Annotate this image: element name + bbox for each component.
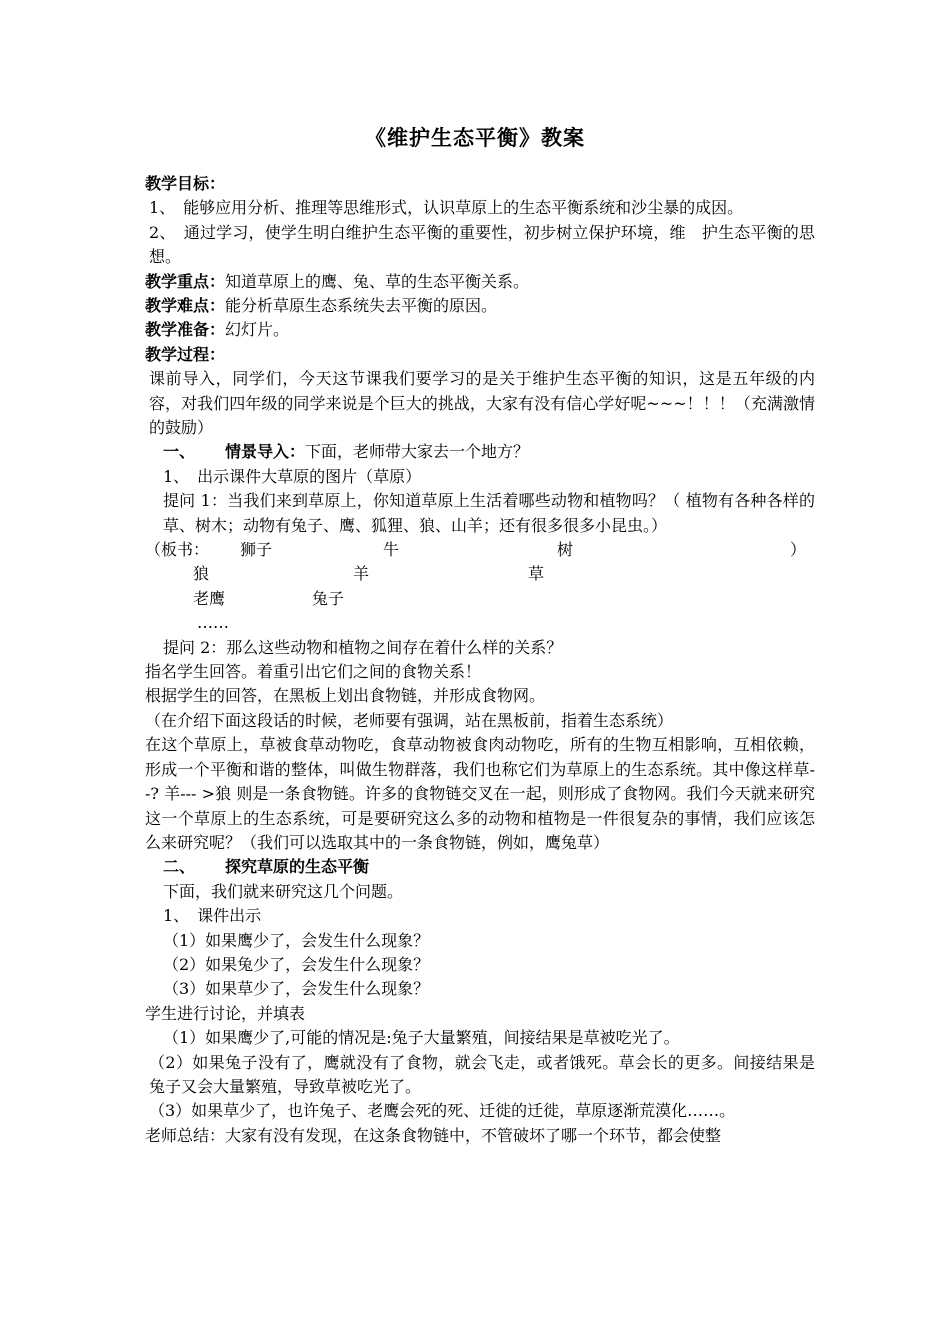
key-point-label: 教学重点：: [145, 271, 226, 291]
board-close: ）: [790, 540, 807, 560]
section-2-question-2: （2）如果兔少了，会发生什么现象？: [163, 954, 430, 974]
board-eagle: 老鹰: [193, 588, 226, 608]
paragraph-note: （在介绍下面这段话的时候，老师要有强调，站在黑板前，指着生态系统）: [145, 710, 674, 730]
key-point-text: 知道草原上的鹰、兔、草的生态平衡关系。: [225, 271, 530, 291]
section-2-question-3: （3）如果草少了，会发生什么现象？: [163, 979, 430, 999]
preparation-text: 幻灯片。: [225, 320, 290, 340]
page-title: 《维护生态平衡》教案: [365, 126, 585, 150]
board-tree: 树: [557, 540, 574, 560]
board-row-1: [145, 538, 815, 562]
difficulty-line: [145, 294, 815, 318]
paragraph-answer: 指名学生回答。着重引出它们之间的食物关系！: [145, 662, 482, 682]
section-1-heading: [145, 440, 815, 464]
section-1-number: 一、: [163, 442, 196, 462]
board-lion: 狮子: [240, 540, 273, 560]
board-row-4: [145, 611, 815, 635]
document-body: [145, 172, 815, 1148]
board-wolf: 狼: [193, 564, 210, 584]
answer-3: （3）如果草少了，也许兔子、老鹰会死的死、迁徙的迁徙，草原逐渐荒漠化……。: [149, 1101, 736, 1121]
difficulty-text: 能分析草原生态系统失去平衡的原因。: [225, 296, 498, 316]
question-1: 提问 1：当我们来到草原上，你知道草原上生活着哪些动物和植物吗？（ 植物有各种各样的草、树木；动物有兔子、鹰、狐狸、狼、山羊；还有很多很多小昆虫。）: [163, 491, 815, 535]
section-1-label: 情景导入：: [225, 442, 306, 462]
section-2-heading: [145, 855, 815, 879]
difficulty-label: 教学难点：: [145, 296, 226, 316]
paragraph-ecosystem: 在这个草原上，草被食草动物吃，食草动物被食肉动物吃，所有的生物互相影响，互相依赖，形成一个平衡和谐的整体，叫做生物群落，我们也称它们为草原上的生态系统。其中像这样草--? 羊--- >狼 则是一条食物链。许多的食物链交叉在一起，则形成了食物网。我们今天就来研究这一个草原上的生态系统，可是要研究这么多的动物和植物是一件很复杂的事情，我们应该怎么来研究呢？（我们可以选取其中的一条食物链，例如，鹰兔草）: [145, 735, 815, 852]
preparation-line: [145, 318, 815, 342]
answer-1: （1）如果鹰少了,可能的情况是:兔子大量繁殖，间接结果是草被吃光了。: [163, 1028, 680, 1048]
paragraph-food-chain: 根据学生的回答，在黑板上划出食物链，并形成食物网。: [145, 686, 546, 706]
question-2: 提问 2：那么这些动物和植物之间存在着什么样的关系？: [163, 637, 563, 657]
section-2-label: 探究草原的生态平衡: [225, 857, 370, 877]
board-row-2: [145, 562, 815, 586]
section-2-number: 二、: [163, 857, 196, 877]
section-2-question-1: （1）如果鹰少了，会发生什么现象？: [163, 930, 430, 950]
board-row-3: [145, 587, 815, 611]
board-sheep: 羊: [353, 564, 370, 584]
board-cow: 牛: [383, 540, 400, 560]
key-point-line: [145, 270, 815, 294]
section-1-text: 下面，老师带大家去一个地方？: [305, 442, 530, 462]
objective-item-2: 2、 通过学习，使学生明白维护生态平衡的重要性，初步树立保护环境，维 护生态平衡的思想。: [149, 222, 815, 267]
section-2-item: 1、 课件出示: [163, 906, 262, 926]
discussion-line: 学生进行讨论，并填表: [145, 1003, 306, 1023]
process-heading: 教学过程：: [145, 344, 226, 364]
preparation-label: 教学准备：: [145, 320, 226, 340]
board-rabbit: 兔子: [312, 588, 345, 608]
intro-paragraph: 课前导入，同学们，今天这节课我们要学习的是关于维护生态平衡的知识，这是五年级的内容，对我们四年级的同学来说是个巨大的挑战，大家有没有信心学好呢~~~！！！（充满激情的鼓励）: [149, 369, 815, 438]
section-2-intro: 下面，我们就来研究这几个问题。: [163, 881, 404, 901]
board-grass: 草: [528, 564, 545, 584]
section-1-item: 1、 出示课件大草原的图片（草原）: [163, 466, 422, 486]
teacher-summary: 老师总结：大家有没有发现，在这条食物链中，不管破坏了哪一个环节，都会使整: [145, 1125, 722, 1145]
board-ellipsis: ……: [197, 613, 229, 633]
answer-2: （2）如果兔子没有了，鹰就没有了食物，就会飞走，或者饿死。草会长的更多。间接结果是兔子又会大量繁殖，导致草被吃光了。: [149, 1052, 815, 1096]
objective-item-1: 1、 能够应用分析、推理等思维形式，认识草原上的生态平衡系统和沙尘暴的成因。: [149, 198, 744, 218]
objectives-heading: 教学目标：: [145, 174, 226, 193]
board-open: （板书：: [145, 540, 210, 560]
